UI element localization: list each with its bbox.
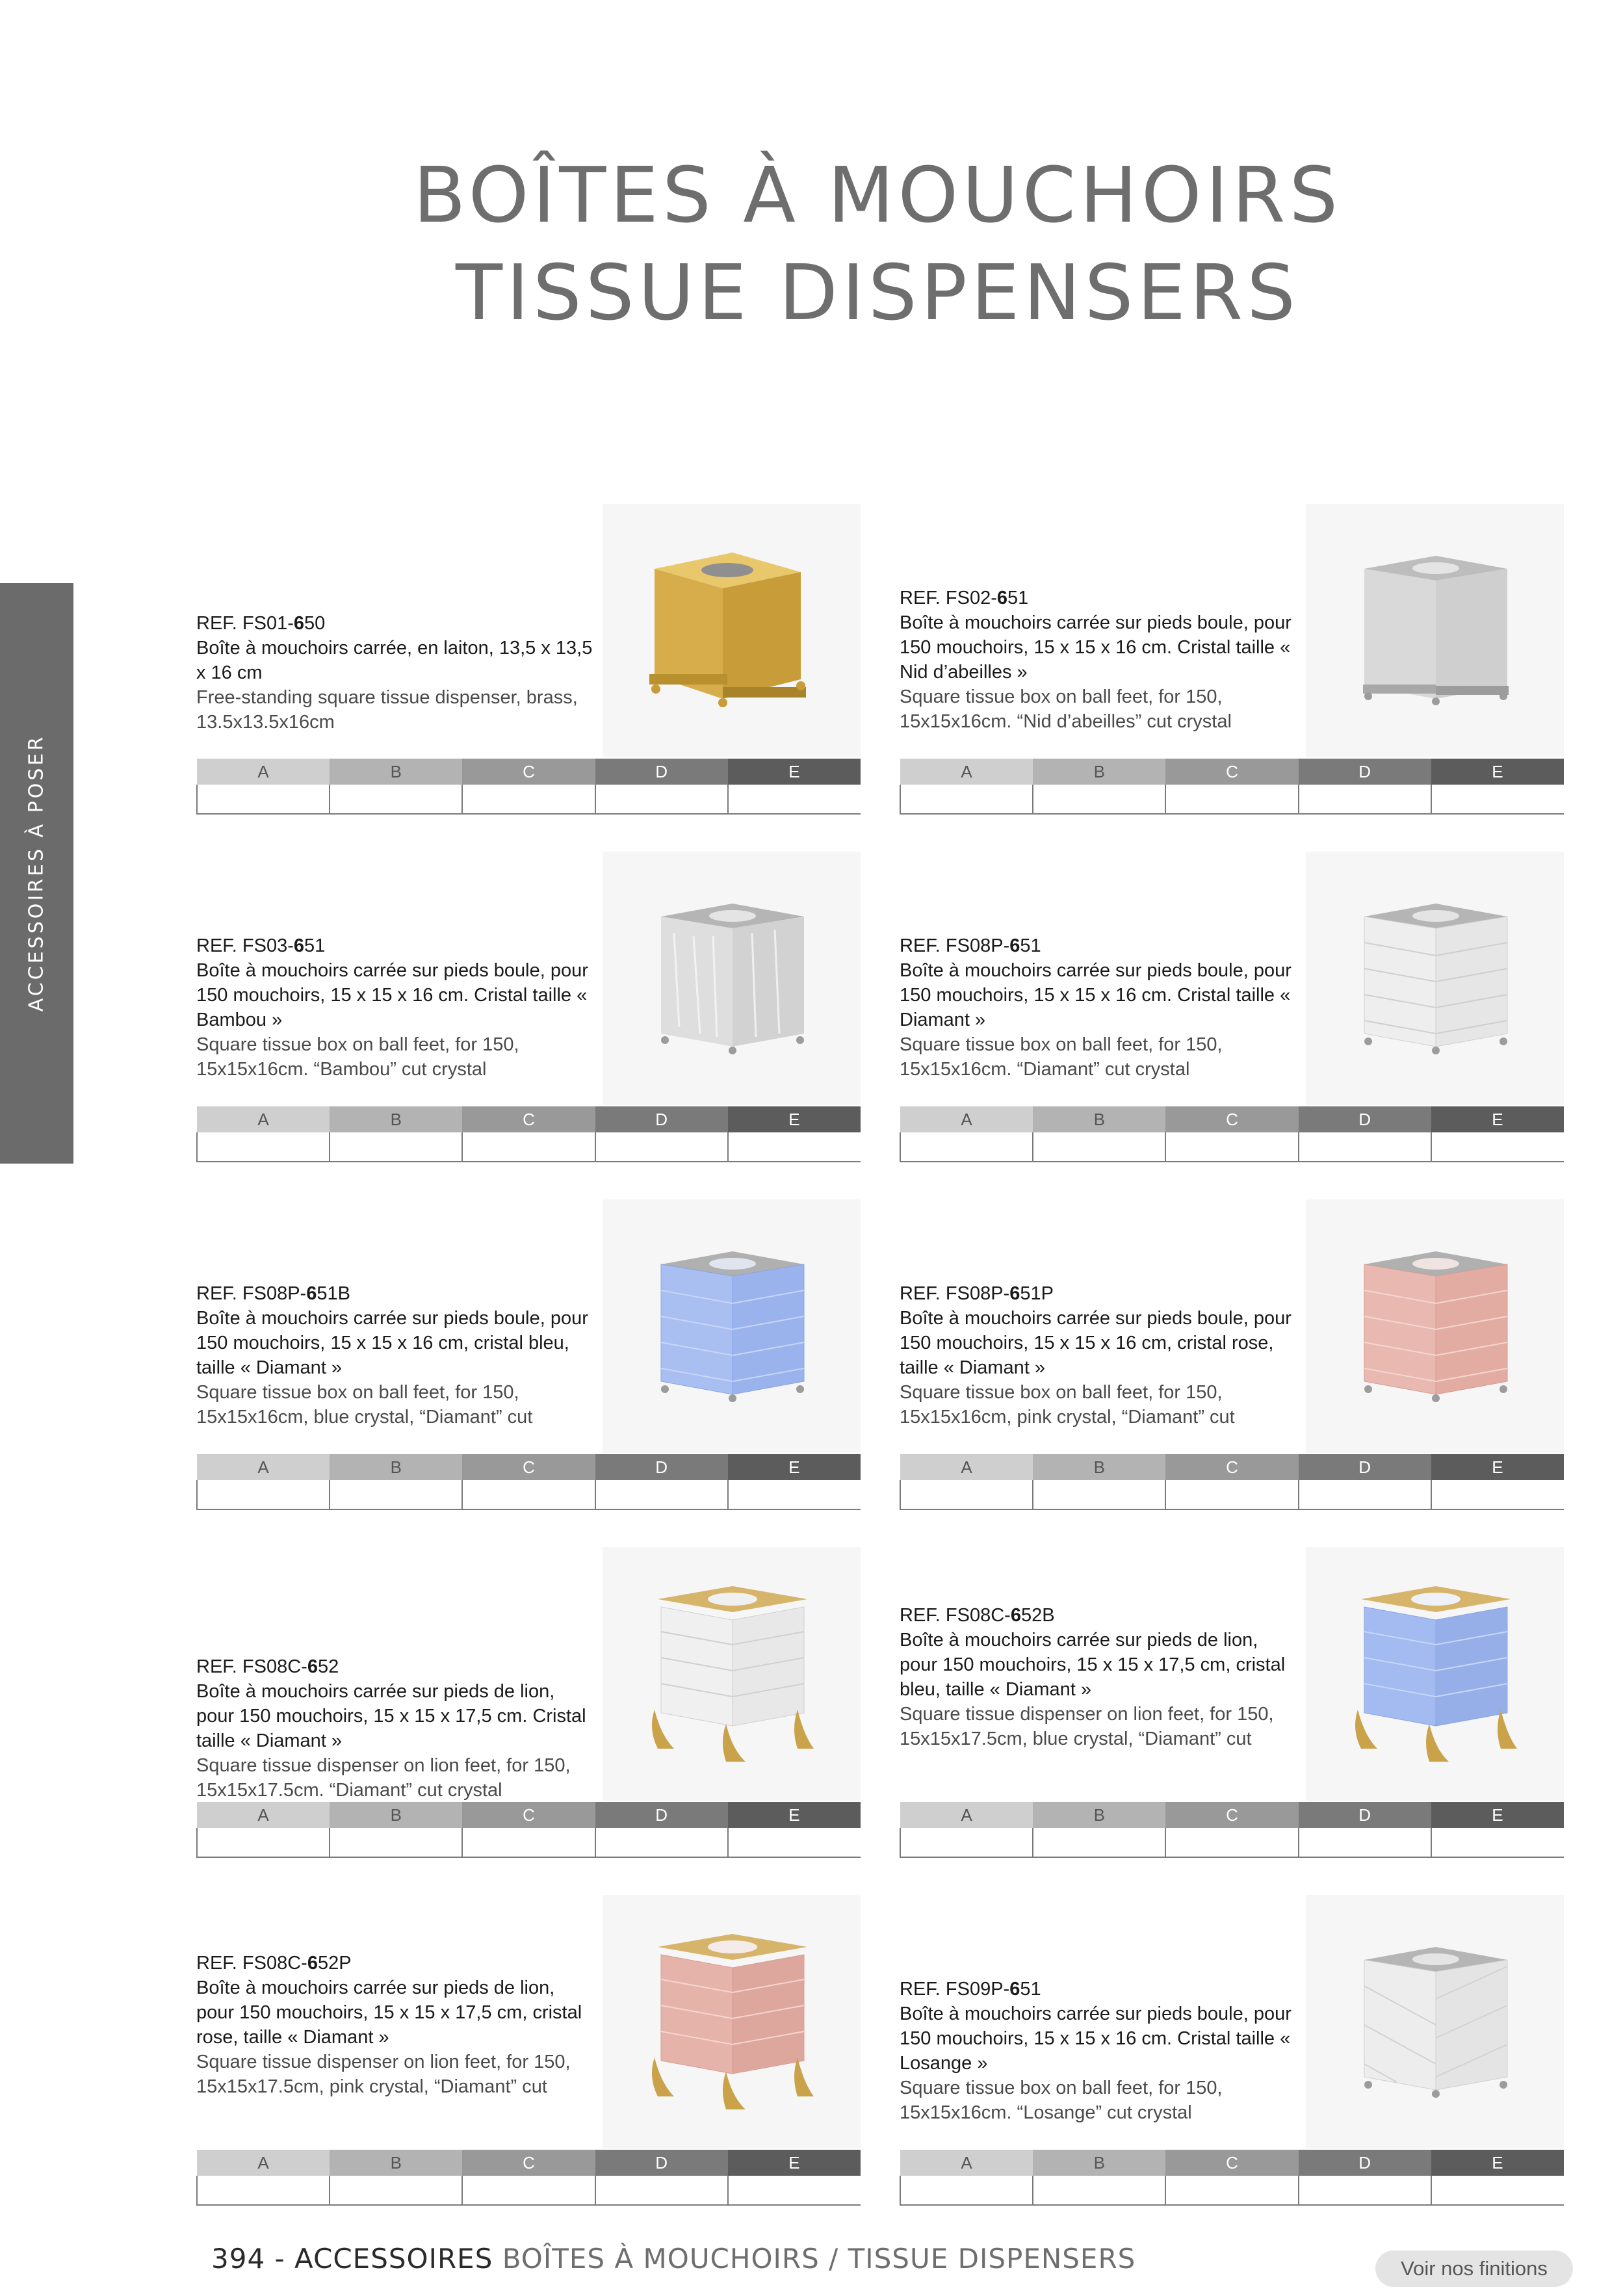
finish-d-cell — [595, 1480, 728, 1509]
product-card — [900, 504, 1564, 816]
finish-b-cell — [1033, 2176, 1165, 2205]
losange-crystal-tissue-box-icon — [1306, 1895, 1564, 2148]
finish-table — [900, 759, 1564, 815]
finish-e-cell — [1431, 2176, 1564, 2205]
finish-b-header: B — [1033, 2150, 1165, 2176]
finish-c-cell — [462, 1132, 595, 1162]
footer-page-label: 394 - ACCESSOIRES — [211, 2243, 493, 2275]
finish-table — [900, 1802, 1564, 1858]
finish-c-cell — [462, 1828, 595, 1857]
finish-c-cell — [1165, 1480, 1298, 1509]
finish-d-cell — [1299, 1132, 1431, 1162]
product-description-fr: Boîte à mouchoirs carrée, en laiton, 13,5 x 13,5 x 16 cm — [196, 638, 593, 683]
side-section-label: ACCESSOIRES À POSER — [25, 734, 48, 1012]
finish-b-cell — [1033, 785, 1165, 814]
product-description-en: Free-standing square tissue dispenser, brass, 13.5x13.5x16cm — [196, 687, 578, 733]
finish-e-cell — [1431, 1828, 1564, 1857]
finish-e-header: E — [728, 1802, 861, 1828]
bamboo-crystal-tissue-box-icon — [603, 852, 861, 1105]
finish-e-header: E — [1431, 1802, 1564, 1828]
product-description-en: Square tissue dispenser on lion feet, for 150, 15x15x17.5cm, blue crystal, “Diamant” cut — [900, 1704, 1274, 1749]
footer-section-label: BOÎTES À MOUCHOIRS / TISSUE DISPENSERS — [502, 2243, 1136, 2275]
product-card — [900, 1895, 1564, 2207]
finish-a-header: A — [900, 1106, 1033, 1132]
product-ref: REF. FS08P-651 — [900, 935, 1041, 956]
finish-b-header: B — [1033, 1802, 1165, 1828]
finish-d-header: D — [1299, 759, 1431, 785]
blue-crystal-lion-feet-tissue-box-icon — [1306, 1547, 1564, 1801]
finish-a-cell — [197, 785, 330, 814]
finish-c-cell — [1165, 785, 1298, 814]
finish-e-cell — [728, 2176, 861, 2205]
page-title — [351, 146, 1404, 341]
finish-e-cell — [728, 1480, 861, 1509]
finish-c-header: C — [462, 2150, 595, 2176]
finish-a-header: A — [900, 2150, 1033, 2176]
product-photo — [1306, 504, 1564, 757]
product-ref: REF. FS09P-651 — [900, 1979, 1041, 2000]
finish-b-cell — [330, 785, 462, 814]
page-title-fr: BOÎTES À MOUCHOIRS — [413, 150, 1342, 240]
product-card — [900, 852, 1564, 1164]
finish-table — [196, 1106, 861, 1162]
finish-table — [196, 759, 861, 815]
product-ref: REF. FS03-651 — [196, 935, 326, 956]
finish-d-cell — [1299, 2176, 1431, 2205]
finish-e-header: E — [728, 1106, 861, 1132]
product-description-fr: Boîte à mouchoirs carrée sur pieds boule, pour 150 mouchoirs, 15 x 15 x 16 cm. Cristal taille « Nid d’abeilles » — [900, 612, 1292, 683]
product-description-en: Square tissue box on ball feet, for 150, 15x15x16cm. “Nid d’abeilles” cut crystal — [900, 686, 1232, 732]
finish-d-cell — [1299, 1480, 1431, 1509]
finish-b-header: B — [1033, 1454, 1165, 1480]
finish-a-header: A — [197, 759, 330, 785]
product-photo — [1306, 1199, 1564, 1453]
product-card — [900, 1547, 1564, 1859]
product-description-en: Square tissue box on ball feet, for 150, 15x15x16cm. “Bambou” cut crystal — [196, 1034, 519, 1080]
finish-d-header: D — [595, 2150, 728, 2176]
product-description-fr: Boîte à mouchoirs carrée sur pieds boule, pour 150 mouchoirs, 15 x 15 x 16 cm, cristal bleu, taille « Diamant » — [196, 1308, 588, 1378]
finish-d-header: D — [1299, 1802, 1431, 1828]
product-card — [196, 1547, 861, 1859]
finish-b-cell — [1033, 1480, 1165, 1509]
finish-e-cell — [728, 1132, 861, 1162]
finish-c-cell — [1165, 1132, 1298, 1162]
finish-c-header: C — [1165, 759, 1298, 785]
finish-c-header: C — [462, 1454, 595, 1480]
finish-a-header: A — [197, 1802, 330, 1828]
finish-c-header: C — [1165, 1106, 1298, 1132]
product-description-en: Square tissue box on ball feet, for 150, 15x15x16cm. “Losange” cut crystal — [900, 2078, 1223, 2123]
finish-a-cell — [900, 1480, 1033, 1509]
finish-b-header: B — [330, 759, 462, 785]
finish-a-header: A — [900, 1454, 1033, 1480]
finish-d-header: D — [1299, 2150, 1431, 2176]
finish-e-header: E — [728, 2150, 861, 2176]
product-photo — [1306, 852, 1564, 1105]
honeycomb-crystal-tissue-box-icon — [1306, 504, 1564, 757]
product-ref: REF. FS08C-652P — [196, 1953, 352, 1974]
finish-table — [196, 1454, 861, 1510]
product-ref: REF. FS08C-652 — [196, 1656, 339, 1677]
finish-b-cell — [1033, 1828, 1165, 1857]
finish-e-header: E — [1431, 2150, 1564, 2176]
finish-a-cell — [900, 1828, 1033, 1857]
gold-brass-tissue-box-icon — [603, 504, 861, 757]
finish-e-cell — [1431, 1480, 1564, 1509]
finish-d-header: D — [1299, 1106, 1431, 1132]
product-description-fr: Boîte à mouchoirs carrée sur pieds boule, pour 150 mouchoirs, 15 x 15 x 16 cm, cristal rose, taille « Diamant » — [900, 1308, 1292, 1378]
product-photo — [603, 1547, 861, 1801]
finish-d-header: D — [595, 1802, 728, 1828]
pink-crystal-lion-feet-tissue-box-icon — [603, 1895, 861, 2148]
finish-c-header: C — [462, 1802, 595, 1828]
finish-a-cell — [900, 785, 1033, 814]
finish-b-header: B — [1033, 759, 1165, 785]
finish-b-cell — [330, 1132, 462, 1162]
finish-a-header: A — [197, 1454, 330, 1480]
finish-b-cell — [1033, 1132, 1165, 1162]
product-description-en: Square tissue dispenser on lion feet, for 150, 15x15x17.5cm. “Diamant” cut crystal — [196, 1755, 571, 1801]
product-ref: REF. FS08P-651P — [900, 1283, 1054, 1304]
finish-a-header: A — [197, 2150, 330, 2176]
finish-table — [900, 2150, 1564, 2206]
finish-c-cell — [1165, 2176, 1298, 2205]
finish-d-cell — [595, 1132, 728, 1162]
finish-b-header: B — [330, 1454, 462, 1480]
product-description-fr: Boîte à mouchoirs carrée sur pieds de lion, pour 150 mouchoirs, 15 x 15 x 17,5 cm, cristal bleu, taille « Diamant » — [900, 1630, 1286, 1700]
finish-d-header: D — [595, 759, 728, 785]
blue-diamond-crystal-tissue-box-icon — [603, 1199, 861, 1453]
finish-e-cell — [728, 1828, 861, 1857]
clear-diamond-crystal-tissue-box-icon — [1306, 852, 1564, 1105]
finish-b-header: B — [330, 1802, 462, 1828]
finish-b-cell — [330, 1480, 462, 1509]
product-ref: REF. FS01-650 — [196, 613, 326, 634]
product-ref: REF. FS02-651 — [900, 588, 1029, 608]
finish-e-cell — [728, 785, 861, 814]
page-title-en: TISSUE DISPENSERS — [455, 248, 1300, 337]
finish-e-header: E — [1431, 759, 1564, 785]
finish-d-header: D — [595, 1454, 728, 1480]
finish-e-header: E — [728, 759, 861, 785]
side-section-tab[interactable] — [0, 583, 73, 1164]
product-description-fr: Boîte à mouchoirs carrée sur pieds de lion, pour 150 mouchoirs, 15 x 15 x 17,5 cm. Cristal taille « Diamant » — [196, 1681, 586, 1751]
finish-c-header: C — [462, 759, 595, 785]
finish-a-cell — [197, 1480, 330, 1509]
product-description-fr: Boîte à mouchoirs carrée sur pieds boule, pour 150 mouchoirs, 15 x 15 x 16 cm. Cristal taille « Bambou » — [196, 960, 588, 1030]
product-card — [196, 504, 861, 816]
product-description-en: Square tissue dispenser on lion feet, for 150, 15x15x17.5cm, pink crystal, “Diamant” cut — [196, 2052, 571, 2097]
finish-a-cell — [900, 1132, 1033, 1162]
product-card — [196, 1895, 861, 2207]
pink-diamond-crystal-tissue-box-icon — [1306, 1199, 1564, 1453]
finish-a-cell — [197, 1132, 330, 1162]
product-card — [196, 852, 861, 1164]
finish-c-cell — [1165, 1828, 1298, 1857]
product-description-en: Square tissue box on ball feet, for 150, 15x15x16cm, pink crystal, “Diamant” cut — [900, 1382, 1235, 1428]
finish-c-header: C — [462, 1106, 595, 1132]
product-card — [900, 1199, 1564, 1511]
finish-e-header: E — [1431, 1106, 1564, 1132]
finish-d-header: D — [595, 1106, 728, 1132]
finish-c-cell — [462, 1480, 595, 1509]
finish-c-cell — [462, 2176, 595, 2205]
page-footer — [211, 2243, 1136, 2275]
finish-c-header: C — [1165, 2150, 1298, 2176]
finish-a-header: A — [900, 759, 1033, 785]
finish-b-cell — [330, 1828, 462, 1857]
finish-a-header: A — [900, 1802, 1033, 1828]
product-photo — [1306, 1547, 1564, 1801]
finish-b-header: B — [330, 1106, 462, 1132]
finish-b-header: B — [330, 2150, 462, 2176]
finish-table — [900, 1106, 1564, 1162]
finish-a-header: A — [197, 1106, 330, 1132]
finish-d-cell — [595, 1828, 728, 1857]
finish-e-cell — [1431, 785, 1564, 814]
finish-table — [196, 1802, 861, 1858]
product-card — [196, 1199, 861, 1511]
finish-e-cell — [1431, 1132, 1564, 1162]
finish-e-header: E — [728, 1454, 861, 1480]
finish-a-cell — [900, 2176, 1033, 2205]
finish-d-cell — [595, 785, 728, 814]
product-description-fr: Boîte à mouchoirs carrée sur pieds de lion, pour 150 mouchoirs, 15 x 15 x 17,5 cm, cristal rose, taille « Diamant » — [196, 1977, 582, 2048]
product-photo — [1306, 1895, 1564, 2148]
product-description-fr: Boîte à mouchoirs carrée sur pieds boule, pour 150 mouchoirs, 15 x 15 x 16 cm. Cristal taille « Losange » — [900, 2003, 1292, 2074]
clear-crystal-lion-feet-tissue-box-icon — [603, 1547, 861, 1801]
finish-c-header: C — [1165, 1454, 1298, 1480]
product-description-fr: Boîte à mouchoirs carrée sur pieds boule, pour 150 mouchoirs, 15 x 15 x 16 cm. Cristal taille « Diamant » — [900, 960, 1292, 1030]
product-ref: REF. FS08C-652B — [900, 1605, 1055, 1626]
product-description-en: Square tissue box on ball feet, for 150, 15x15x16cm, blue crystal, “Diamant” cut — [196, 1382, 533, 1428]
finish-d-cell — [1299, 785, 1431, 814]
finish-a-cell — [197, 1828, 330, 1857]
view-finishes-button[interactable]: Voir nos finitions — [1375, 2250, 1573, 2287]
finish-d-cell — [595, 2176, 728, 2205]
finish-a-cell — [197, 2176, 330, 2205]
finish-c-header: C — [1165, 1802, 1298, 1828]
product-photo — [603, 1199, 861, 1453]
product-ref: REF. FS08P-651B — [196, 1283, 350, 1304]
finish-table — [196, 2150, 861, 2206]
product-photo — [603, 1895, 861, 2148]
finish-b-cell — [330, 2176, 462, 2205]
finish-d-cell — [1299, 1828, 1431, 1857]
finish-e-header: E — [1431, 1454, 1564, 1480]
product-photo — [603, 504, 861, 757]
finish-table — [900, 1454, 1564, 1510]
product-photo — [603, 852, 861, 1105]
product-description-en: Square tissue box on ball feet, for 150, 15x15x16cm. “Diamant” cut crystal — [900, 1034, 1223, 1080]
finish-b-header: B — [1033, 1106, 1165, 1132]
finish-d-header: D — [1299, 1454, 1431, 1480]
finish-c-cell — [462, 785, 595, 814]
